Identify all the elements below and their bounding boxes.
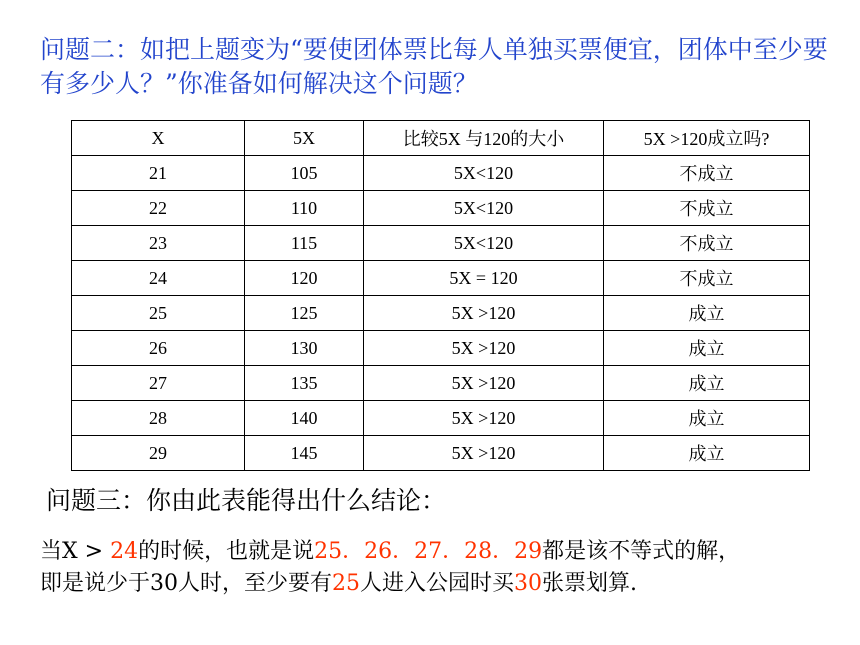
highlight-value: 30 <box>514 571 543 596</box>
cell-x: 26 <box>72 331 245 366</box>
cell-5x: 145 <box>245 436 364 471</box>
table-row <box>72 296 810 331</box>
conclusion-text-part: 的时候，也就是说 <box>138 539 315 564</box>
table-row <box>72 401 810 436</box>
table-row <box>72 156 810 191</box>
header-compare: 比较5X 与120的大小 <box>364 121 604 156</box>
cell-compare: 5X<120 <box>364 191 604 226</box>
cell-x: 23 <box>72 226 245 261</box>
conclusion-text-part: 当X > <box>40 539 111 564</box>
cell-x: 21 <box>72 156 245 191</box>
cell-x: 27 <box>72 366 245 401</box>
table-row <box>72 436 810 471</box>
question-two-text: 问题二：如把上题变为“要使团体票比每人单独买票便宜，团体中至少要有多少人？”你准备如何解决这个问题？ <box>40 35 828 98</box>
cell-holds: 不成立 <box>604 156 810 191</box>
highlight-value: 24 <box>110 539 139 564</box>
cell-holds: 成立 <box>604 436 810 471</box>
conclusion-line-2 <box>40 568 840 600</box>
header-x: X <box>72 121 245 156</box>
cell-holds: 不成立 <box>604 191 810 226</box>
comparison-table <box>71 120 810 471</box>
cell-compare: 5X<120 <box>364 156 604 191</box>
highlight-value: 25 <box>332 571 360 596</box>
conclusion-text <box>40 536 840 600</box>
cell-compare: 5X<120 <box>364 226 604 261</box>
cell-holds: 成立 <box>604 331 810 366</box>
cell-5x: 105 <box>245 156 364 191</box>
cell-5x: 135 <box>245 366 364 401</box>
cell-5x: 110 <box>245 191 364 226</box>
cell-holds: 成立 <box>604 401 810 436</box>
cell-holds: 不成立 <box>604 226 810 261</box>
question-three-text: 问题三：你由此表能得出什么结论： <box>46 486 447 515</box>
cell-5x: 130 <box>245 331 364 366</box>
conclusion-text-part: 即是说少于30人时，至少要有 <box>40 571 332 596</box>
cell-holds: 成立 <box>604 366 810 401</box>
conclusion-text-part: 都是该不等式的解， <box>542 539 741 564</box>
header-holds: 5X >120成立吗? <box>604 121 810 156</box>
cell-compare: 5X >120 <box>364 331 604 366</box>
table-row <box>72 366 810 401</box>
conclusion-text-part: 人进入公园时买 <box>360 571 515 596</box>
cell-compare: 5X >120 <box>364 436 604 471</box>
cell-compare: 5X = 120 <box>364 261 604 296</box>
table-row <box>72 261 810 296</box>
cell-x: 25 <box>72 296 245 331</box>
cell-5x: 140 <box>245 401 364 436</box>
cell-5x: 115 <box>245 226 364 261</box>
conclusion-text-part: 张票划算. <box>542 571 638 596</box>
cell-5x: 125 <box>245 296 364 331</box>
cell-holds: 不成立 <box>604 261 810 296</box>
cell-compare: 5X >120 <box>364 296 604 331</box>
cell-compare: 5X >120 <box>364 366 604 401</box>
cell-x: 28 <box>72 401 245 436</box>
table-row <box>72 226 810 261</box>
table-row <box>72 191 810 226</box>
cell-x: 22 <box>72 191 245 226</box>
table-row <box>72 331 810 366</box>
header-5x: 5X <box>245 121 364 156</box>
cell-x: 24 <box>72 261 245 296</box>
highlight-value: 25．26．27．28．29 <box>314 539 543 564</box>
cell-x: 29 <box>72 436 245 471</box>
table-header-row <box>72 121 810 156</box>
cell-5x: 120 <box>245 261 364 296</box>
conclusion-line-1 <box>40 536 840 568</box>
cell-holds: 成立 <box>604 296 810 331</box>
cell-compare: 5X >120 <box>364 401 604 436</box>
